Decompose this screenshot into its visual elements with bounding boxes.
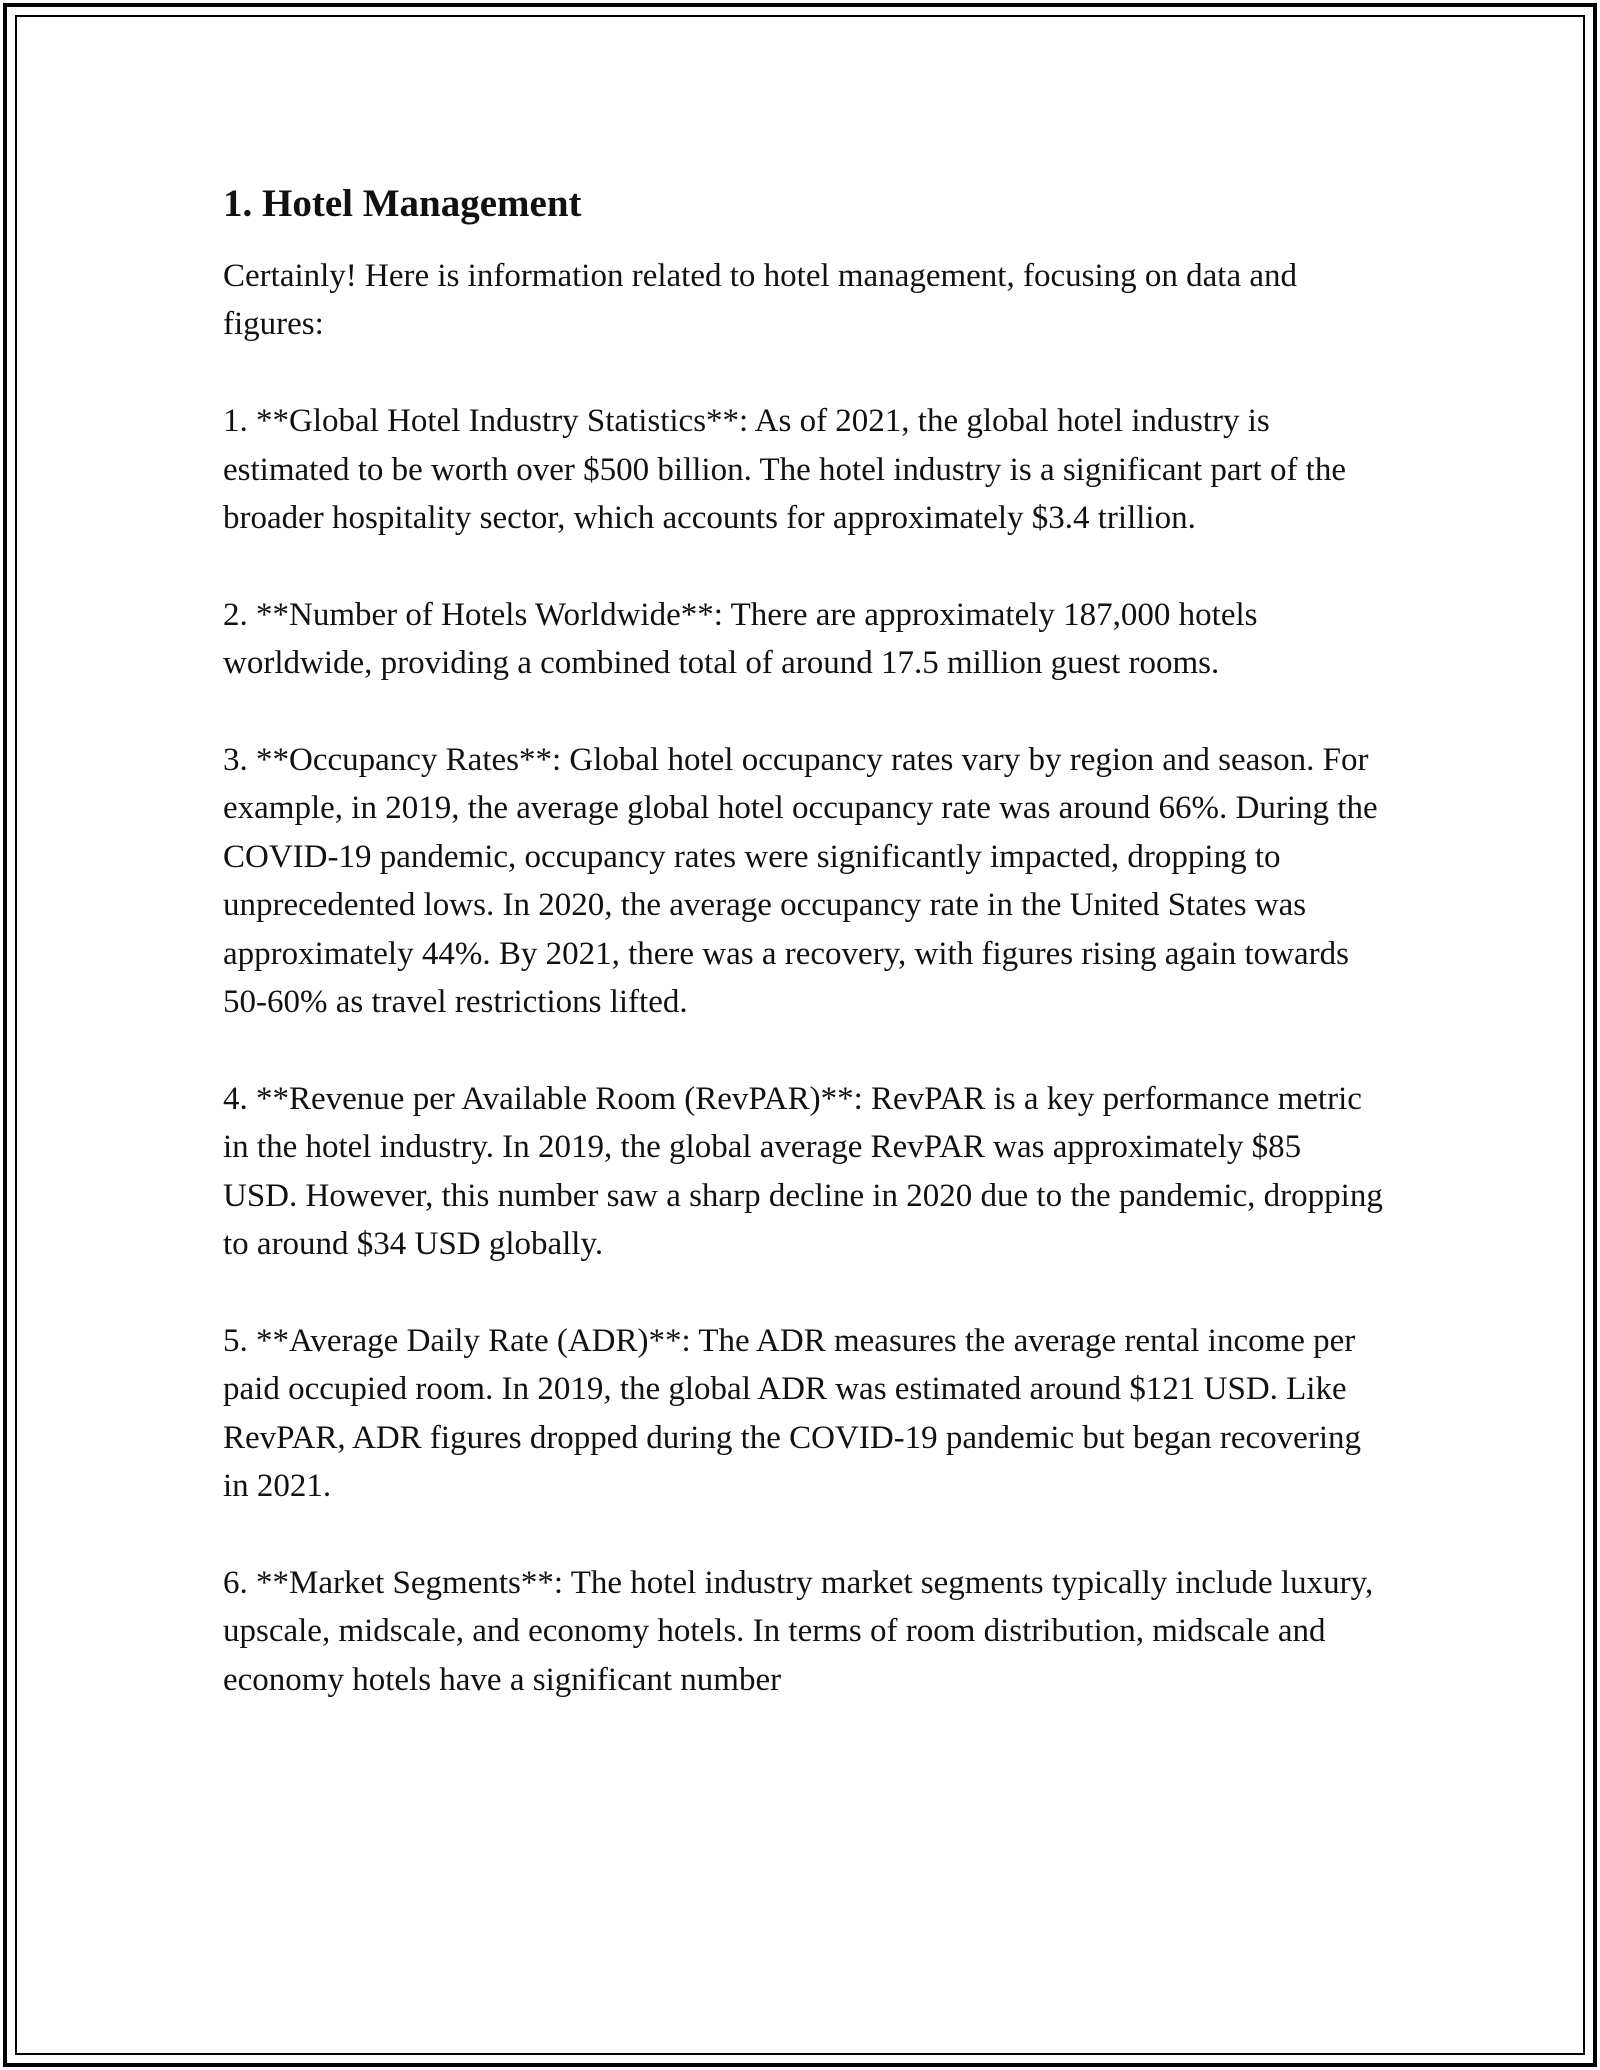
intro-paragraph: Certainly! Here is information related to hotel management, focusing on data and figures: xyxy=(223,258,1297,343)
paragraph-occupancy-rates: 3. **Occupancy Rates**: Global hotel occupancy rates vary by region and season. For example, in 2019, the average global hotel occupancy rate was around 66%. During the COVID-19 pandemic, occupancy rates were significantly impacted, dropping to unprecedented lows. In 2020, the average occupancy rate in the United States was approximately 44%. By 2021, there was a recovery, with figures rising again towards 50-60% as travel restrictions lifted. xyxy=(223,742,1378,1021)
paragraph-global-hotel-industry-statistics: 1. **Global Hotel Industry Statistics**: As of 2021, the global hotel industry is estimated to be worth over $500 billion. The hotel industry is a significant part of the broader hospitality sector, which accounts for approximately $3.4 trillion. xyxy=(223,403,1346,537)
paragraph-number-of-hotels-worldwide: 2. **Number of Hotels Worldwide**: There are approximately 187,000 hotels worldwide, providing a combined total of around 17.5 million guest rooms. xyxy=(223,596,1258,682)
section-heading: 1. Hotel Management xyxy=(223,182,582,225)
paragraph-average-daily-rate: 5. **Average Daily Rate (ADR)**: The ADR measures the average rental income per paid occupied room. In 2019, the global ADR was estimated around $121 USD. Like RevPAR, ADR figures dropped during the COVID-19 pandemic but began recovering in 2021. xyxy=(223,1322,1361,1505)
paragraph-revpar: 4. **Revenue per Available Room (RevPAR)**: RevPAR is a key performance metric in the hotel industry. In 2019, the global average RevPAR was approximately $85 USD. However, this number saw a sharp decline in 2020 due to the pandemic, dropping to around $34 USD globally. xyxy=(223,1080,1383,1263)
paragraph-market-segments: 6. **Market Segments**: The hotel industry market segments typically include luxury, upscale, midscale, and economy hotels. In terms of room distribution, midscale and economy hotels have a significant number xyxy=(223,1564,1374,1698)
document-body xyxy=(223,180,1383,1704)
